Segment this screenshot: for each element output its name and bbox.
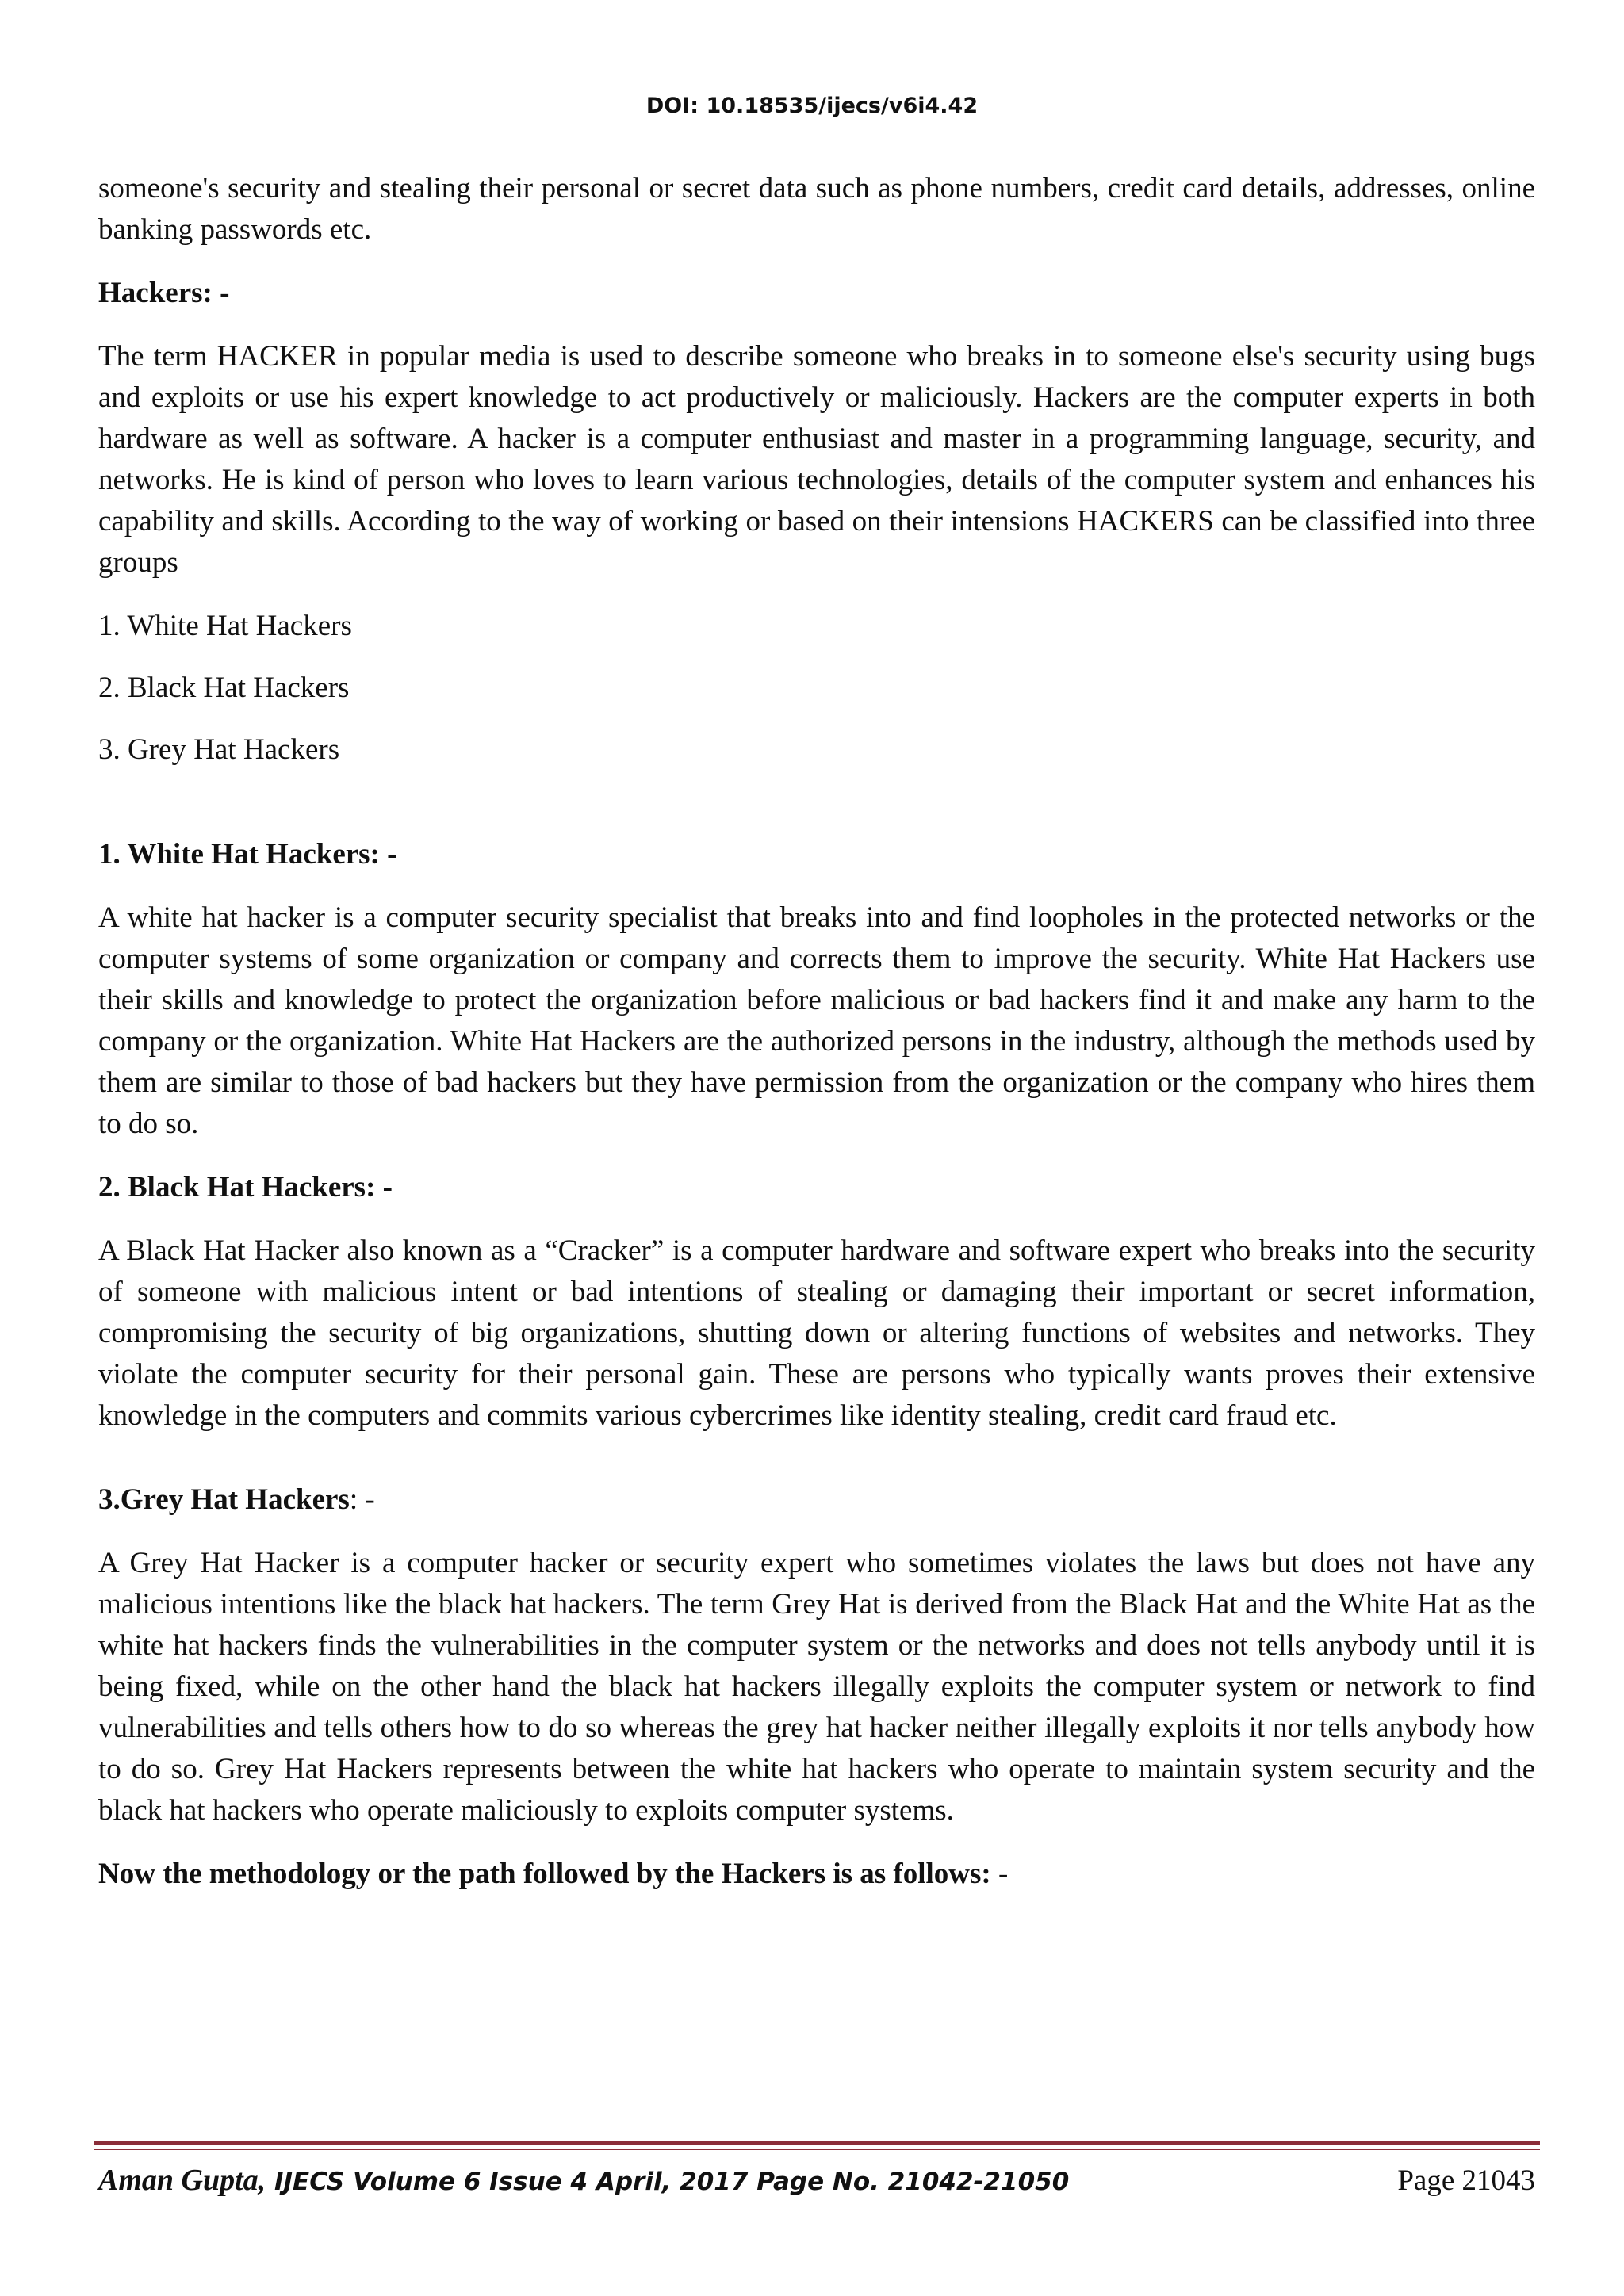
grey-hat-heading	[98, 1479, 1535, 1521]
intro-continuation-paragraph: someone's security and stealing their personal or secret data such as phone numbers, credit card details, addresses, online banking passwords etc.	[98, 172, 1535, 246]
group-item-grey: 3. Grey Hat Hackers	[98, 733, 340, 766]
group-item-black: 2. Black Hat Hackers	[98, 672, 350, 704]
group-item-white: 1. White Hat Hackers	[98, 610, 352, 642]
black-hat-paragraph: A Black Hat Hacker also known as a “Cracker” is a computer hardware and software expert who breaks into the security of someone with malicious intent or bad intentions of stealing or damaging their important or secret information, compromising the security of big organizations, shutting down or altering functions of websites and networks. They violate the computer security for their personal gain. These are persons who typically wants proves their extensive knowledge in the computers and commits various cybercrimes like identity stealing, credit card fraud etc.	[98, 1234, 1535, 1432]
black-hat-heading: 2. Black Hat Hackers: -	[98, 1171, 393, 1203]
hackers-heading: Hackers: -	[98, 277, 230, 309]
grey-hat-paragraph: A Grey Hat Hacker is a computer hacker or security expert who sometimes violates the laws but does not have any malicious intentions like the black hat hackers. The term Grey Hat is derived from the Black Hat and the White Hat as the white hat hackers finds the vulnerabilities in the computer system or the networks and does not tells anybody until it is being fixed, while on the other hand the black hat hackers illegally exploits the computer system or network to find vulnerabilities and tells others how to do so whereas the grey hat hacker neither illegally exploits it nor tells anybody how to do so. Grey Hat Hackers represents between the white hat hackers who operate to maintain system security and the black hat hackers who operate maliciously to exploits computer systems.	[98, 1547, 1535, 1827]
footer-author: Aman Gupta,	[98, 2164, 266, 2197]
page-footer	[98, 2163, 1535, 2198]
article-body	[98, 168, 1535, 1895]
hackers-paragraph: The term HACKER in popular media is used to describe someone who breaks in to someone else's security using bugs and exploits or use his expert knowledge to act productively or maliciously. Hackers are the computer experts in both hardware as well as software. A hacker is a computer enthusiast and master in a programming language, security, and networks. He is kind of person who loves to learn various technologies, details of the computer system and enhances his capability and skills. According to the way of working or based on their intensions HACKERS can be classified into three groups	[98, 340, 1535, 579]
white-hat-heading: 1. White Hat Hackers: -	[98, 838, 397, 871]
grey-hat-heading-suffix: : -	[349, 1483, 375, 1516]
footer-rule-thin	[94, 2149, 1540, 2150]
white-hat-paragraph: A white hat hacker is a computer security specialist that breaks into and find loopholes in the protected networks or the computer systems of some organization or company and corrects them to improve the security. White Hat Hackers use their skills and knowledge to protect the organization before malicious or bad hackers find it and make any harm to the company or the organization. White Hat Hackers are the authorized persons in the industry, although the methods used by them are similar to those of bad hackers but they have permission from the organization or the company who hires them to do so.	[98, 901, 1535, 1140]
grey-hat-heading-bold: 3.Grey Hat Hackers	[98, 1483, 350, 1516]
methodology-heading: Now the methodology or the path followed by the Hackers is as follows: -	[98, 1858, 1009, 1890]
doi-header: DOI: 10.18535/ijecs/v6i4.42	[645, 94, 979, 118]
footer-citation-block	[98, 2163, 1069, 2198]
footer-rule-thick	[94, 2141, 1540, 2145]
footer-page-number: Page 21043	[1397, 2164, 1535, 2197]
footer-citation: IJECS Volume 6 Issue 4 April, 2017 Page No. 21042-21050	[266, 2168, 1070, 2196]
